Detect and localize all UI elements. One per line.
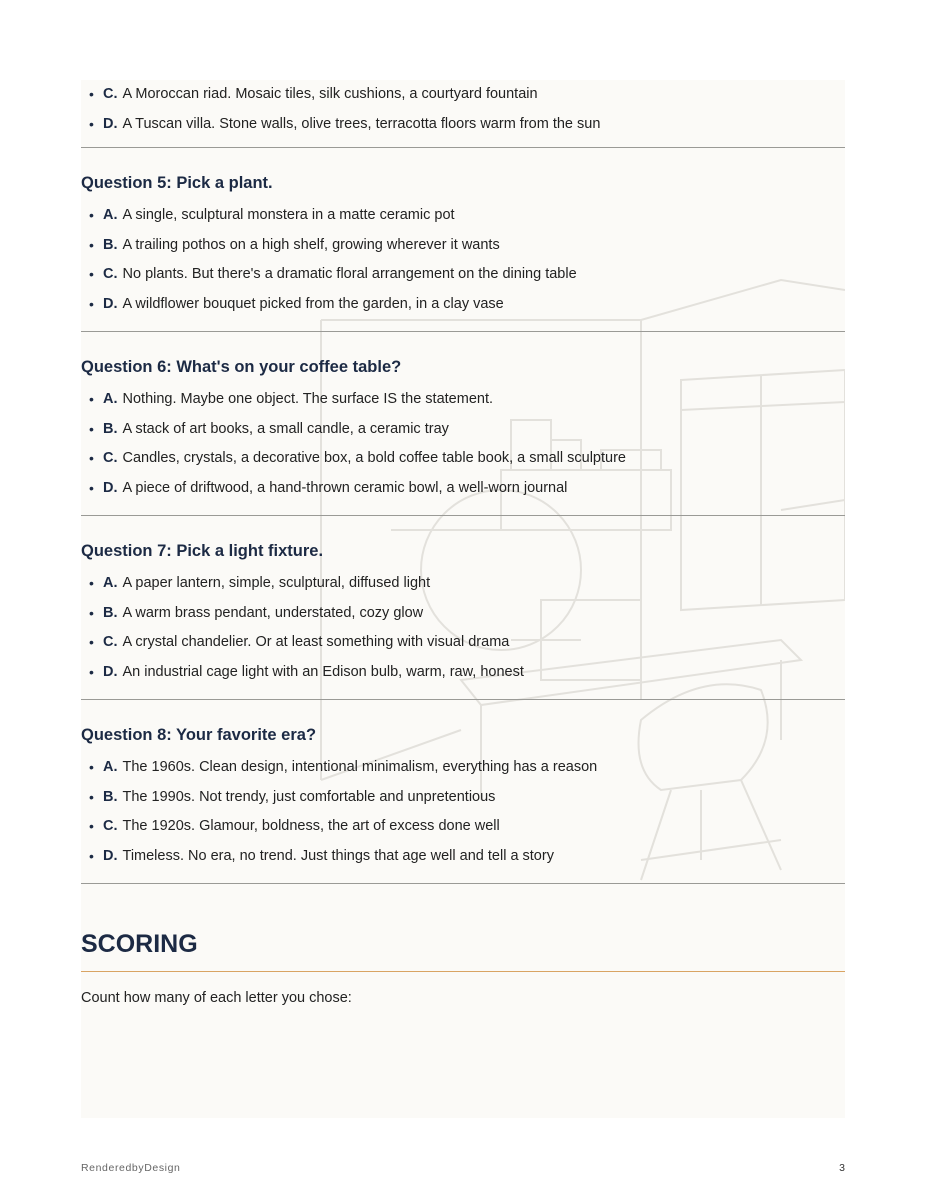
list-item <box>81 812 845 842</box>
list-item <box>81 110 845 140</box>
option-letter: C. <box>103 634 118 650</box>
option-letter: B. <box>103 236 118 253</box>
option-text: A Tuscan villa. Stone walls, olive trees, terracotta floors warm from the sun <box>122 115 601 132</box>
option-list <box>81 385 845 503</box>
page-number: 3 <box>839 1162 845 1174</box>
option-text: The 1960s. Clean design, intentional minimalism, everything has a reason <box>122 759 598 775</box>
question-7 <box>81 516 845 700</box>
bullet: • <box>89 391 94 407</box>
option-text: A piece of driftwood, a hand-thrown ceramic bowl, a well-worn journal <box>122 479 568 496</box>
section-divider <box>81 883 845 884</box>
option-letter: D. <box>103 295 118 312</box>
option-text: A Moroccan riad. Mosaic tiles, silk cushions, a courtyard fountain <box>122 86 538 102</box>
option-text: Nothing. Maybe one object. The surface IS the statement. <box>122 391 494 407</box>
option-letter: C. <box>103 86 118 102</box>
option-letter: A. <box>103 575 118 591</box>
option-letter: A. <box>103 391 118 407</box>
option-text: No plants. But there's a dramatic floral arrangement on the dining table <box>122 266 577 282</box>
list-item <box>81 569 845 599</box>
option-text: The 1920s. Glamour, boldness, the art of excess done well <box>122 818 500 834</box>
option-letter: C. <box>103 450 118 466</box>
option-text: A paper lantern, simple, sculptural, diffused light <box>122 575 431 591</box>
list-item <box>81 260 845 290</box>
list-item <box>81 474 845 504</box>
list-item <box>81 658 845 688</box>
question-5 <box>81 148 845 332</box>
bullet: • <box>89 295 94 312</box>
list-item <box>81 80 845 110</box>
scoring-instruction: Count how many of each letter you chose: <box>81 990 352 1006</box>
list-item <box>81 385 845 415</box>
bullet: • <box>89 847 94 864</box>
option-text: An industrial cage light with an Edison bulb, warm, raw, honest <box>122 663 524 680</box>
option-letter: D. <box>103 479 118 496</box>
bullet: • <box>89 788 94 805</box>
question-title: Question 7: Pick a light fixture. <box>81 542 324 560</box>
question-title: Question 8: Your favorite era? <box>81 726 317 744</box>
option-text: A crystal chandelier. Or at least something with visual drama <box>122 634 510 650</box>
bullet: • <box>89 115 94 132</box>
quiz-content <box>81 80 845 1008</box>
bullet: • <box>89 634 94 650</box>
option-text: A single, sculptural monstera in a matte ceramic pot <box>122 207 455 223</box>
bullet: • <box>89 86 94 102</box>
bullet: • <box>89 575 94 591</box>
option-letter: B. <box>103 420 118 437</box>
question-6 <box>81 332 845 516</box>
list-item <box>81 201 845 231</box>
list-item <box>81 231 845 261</box>
bullet: • <box>89 450 94 466</box>
option-list <box>81 753 845 871</box>
option-letter: D. <box>103 115 118 132</box>
list-item <box>81 783 845 813</box>
option-letter: D. <box>103 663 118 680</box>
option-letter: B. <box>103 604 118 621</box>
question-title: Question 5: Pick a plant. <box>81 174 273 192</box>
bullet: • <box>89 207 94 223</box>
option-text: A stack of art books, a small candle, a ceramic tray <box>122 420 449 437</box>
option-text: Timeless. No era, no trend. Just things that age well and tell a story <box>122 847 554 864</box>
question-title: Question 6: What's on your coffee table? <box>81 358 402 376</box>
option-letter: A. <box>103 759 118 775</box>
list-item <box>81 628 845 658</box>
option-letter: C. <box>103 266 118 282</box>
list-item <box>81 599 845 629</box>
option-letter: A. <box>103 207 118 223</box>
list-item <box>81 753 845 783</box>
option-text: A trailing pothos on a high shelf, growing wherever it wants <box>122 236 500 253</box>
option-text: Candles, crystals, a decorative box, a bold coffee table book, a small sculpture <box>122 450 626 466</box>
option-list <box>81 201 845 319</box>
option-letter: C. <box>103 818 118 834</box>
list-item <box>81 415 845 445</box>
bullet: • <box>89 663 94 680</box>
bullet: • <box>89 818 94 834</box>
footer-brand: RenderedbyDesign <box>81 1162 181 1174</box>
option-letter: B. <box>103 788 118 805</box>
bullet: • <box>89 420 94 437</box>
list-item <box>81 290 845 320</box>
bullet: • <box>89 236 94 253</box>
bullet: • <box>89 479 94 496</box>
question-4-continued-options <box>81 80 845 139</box>
scoring-heading: SCORING <box>81 930 198 958</box>
bullet: • <box>89 759 94 775</box>
option-letter: D. <box>103 847 118 864</box>
bullet: • <box>89 604 94 621</box>
option-text: The 1990s. Not trendy, just comfortable and unpretentious <box>122 788 496 805</box>
option-text: A wildflower bouquet picked from the garden, in a clay vase <box>122 295 504 312</box>
option-list <box>81 569 845 687</box>
question-8 <box>81 700 845 884</box>
list-item <box>81 444 845 474</box>
list-item <box>81 842 845 872</box>
bullet: • <box>89 266 94 282</box>
option-text: A warm brass pendant, understated, cozy glow <box>122 604 424 621</box>
scoring-accent-rule <box>81 971 845 972</box>
